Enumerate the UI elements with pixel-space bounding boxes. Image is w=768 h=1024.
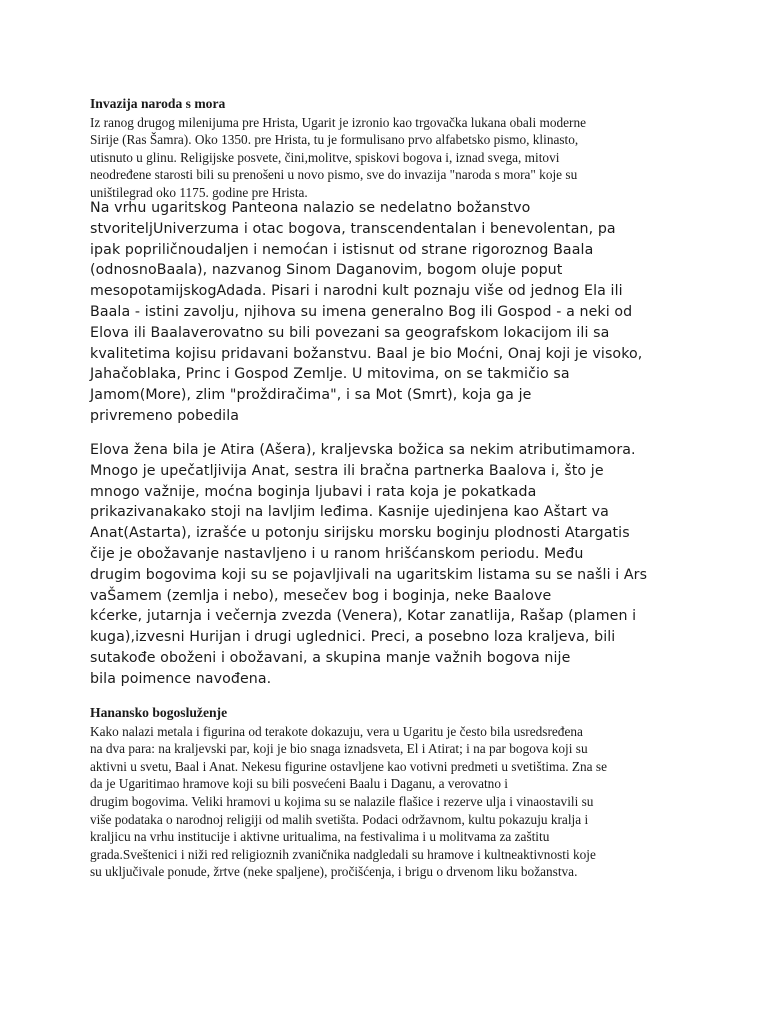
paragraph-line: kvalitetima kojisu pridavani božanstvu. Baal je bio Moćni, Onaj koji je visoko, [90,345,643,362]
paragraph-line: Iz ranog drugog milenijuma pre Hrista, Ugarit je izronio kao trgovačka lukana obali moderne [90,114,587,130]
paragraph-line: Anat(Astarta), izrašće u potonju sirijsku morsku boginju plodnosti Atargatis [90,525,630,542]
paragraph-line: kuga),izvesni Hurijan i drugi uglednici. Preci, a posebno loza kraljeva, bili [90,629,616,646]
paragraph-line: kraljicu na vrhu institucije i aktivne uritualima, na festivalima i u molitvama za zaštitu [90,829,550,845]
section-heading: Hanansko bogosluženje [90,705,228,720]
paragraph-line: drugim bogovima koji su se pojavljivali na ugaritskim listama su se našli i Ars [90,566,648,583]
paragraph-line: Mnogo je upečatljivija Anat, sestra ili bračna partnerka Baalova i, što je [90,462,604,479]
paragraph-line: Elova žena bila je Atira (Ašera), kraljevska božica sa nekim atributimamora. [90,442,636,458]
paragraph-line: da je Ugaritimao hramove koji su bili posvećeni Baalu i Daganu, a verovatno i [90,776,508,792]
paragraph-line: drugim bogovima. Veliki hramovi u kojima su se nalazile flašice i rezerve ulja i vinaostavili su [90,793,594,809]
paragraph-line: utisnuto u glinu. Religijske posvete, čini,molitve, spiskovi bogova i, iznad svega, mitovi [90,149,560,165]
section-invasion [90,95,690,202]
paragraph-line: Elova ili Baalaverovatno su bili povezani sa geografskom lokacijom ili sa [90,324,610,341]
paragraph-line: privremeno pobedila [90,407,240,424]
paragraph-line: bila poimence navođena. [90,670,272,687]
paragraph-line: sutakođe oboženi i obožavani, a skupina manje važnih bogova nije [90,649,571,666]
paragraph-line: su uključivale ponude, žrtve (neke spaljene), pročišćenja, i brigu o drvenom liku božanstva. [90,864,578,880]
paragraph-line: aktivni u svetu, Baal i Anat. Nekesu figurine ostavljene kao votivni predmeti u svetištima. Zna se [90,758,607,774]
paragraph-pantheon [90,198,690,427]
paragraph-line: mnogo važnije, moćna boginja ljubavi i rata koja je pokatkada [90,483,537,500]
paragraph-line: grada.Sveštenici i niži red religioznih zvaničnika nadgledali su hramove i kultneaktivnosti koje [90,846,596,862]
paragraph-atira [90,440,690,690]
section-worship [90,704,690,881]
paragraph-line: vaŠamem (zemlja i nebo), mesečev bog i boginja, neke Baalove [90,587,552,604]
paragraph-line: ipak popriličnoudaljen i nemoćan i istisnut od strane rigoroznog Baala [90,241,594,258]
paragraph-line: na dva para: na kraljevski par, koji je bio snaga iznadsveta, El i Atirat; i na par bogova koji su [90,741,588,757]
paragraph-line: više podataka o narodnoj religiji od malih svetišta. Podaci održavnom, kultu pokazuju kralja i [90,811,589,827]
paragraph-line: čije je obožavanje nastavljeno i u ranom hrišćanskom periodu. Među [90,545,584,562]
paragraph-line: Kako nalazi metala i figurina od terakote dokazuju, vera u Ugaritu je često bila usredsređena [90,723,583,739]
paragraph-line: (odnosnoBaala), nazvanog Sinom Daganovim, bogom oluje poput [90,262,563,279]
paragraph-line: kćerke, jutarnja i večernja zvezda (Venera), Kotar zanatlija, Rašap (plamen i [90,608,637,625]
paragraph-line: Jahačoblaka, Princ i Gospod Zemlje. U mitovima, on se takmičio sa [90,366,570,383]
paragraph-line: stvoriteljUniverzuma i otac bogova, transcendentalan i benevolentan, pa [90,220,616,237]
paragraph-line: prikazivanakako stoji na lavljim leđima. Kasnije ujedinjena kao Aštart va [90,504,609,521]
section-heading: Invazija naroda s mora [90,96,226,111]
paragraph-line: Sirije (Ras Šamra). Oko 1350. pre Hrista, tu je formulisano prvo alfabetsko pismo, klinasto, [90,132,579,148]
paragraph-line: Na vrhu ugaritskog Panteona nalazio se nedelatno božanstvo [90,200,531,216]
paragraph-line: Jamom(More), zlim "proždiračima", i sa Mot (Smrt), koja ga je [90,387,532,404]
paragraph-line: neodređene starosti bili su prenošeni u novo pismo, sve do invazija "naroda s mora" koje su [90,167,578,183]
paragraph-line: mesopotamijskogAdada. Pisari i narodni kult poznaju više od jednog Ela ili [90,283,623,300]
paragraph-line: Baala - istini zavolju, njihova su imena generalno Bog ili Gospod - a neki od [90,303,633,320]
paragraph-line: uništilegrad oko 1175. godine pre Hrista. [90,184,308,200]
